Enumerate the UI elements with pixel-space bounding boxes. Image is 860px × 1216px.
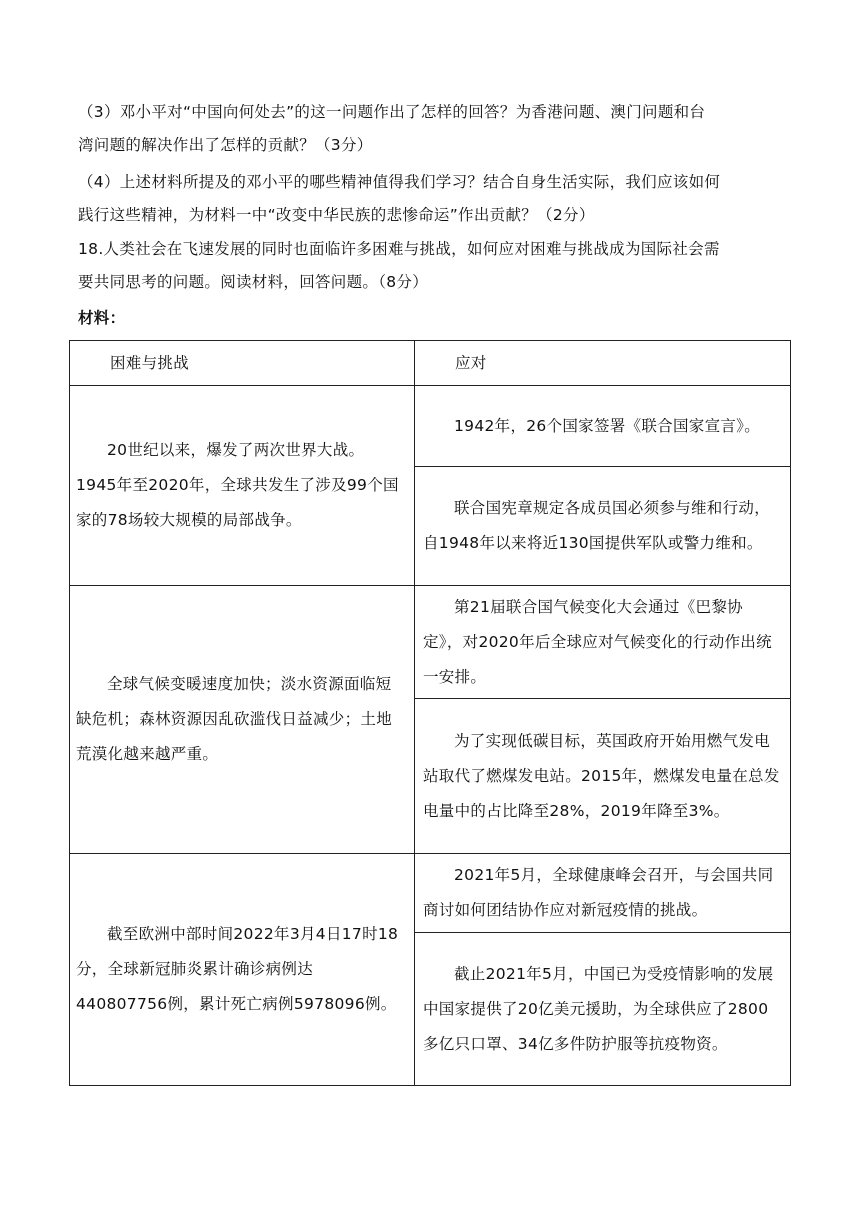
response-uk-low-carbon: 为了实现低碳目标，英国政府开始用燃气发电站取代了燃煤发电站。2015年，燃煤发电量在总发电量中的占比降至28%，2019年降至3%。 xyxy=(415,699,791,854)
question-3-line-2: 湾问题的解决作出了怎样的贡献？（3分） xyxy=(78,136,373,154)
response-peacekeeping: 联合国宪章规定各成员国必须参与维和行动，自1948年以来将近130国提供军队或警力维和。 xyxy=(415,467,791,586)
header-responses: 应对 xyxy=(415,341,791,386)
material-label: 材料： xyxy=(78,309,126,327)
response-china-aid: 截止2021年5月，中国已为受疫情影响的发展中国家提供了20亿美元援助，为全球供应了2800多亿只口罩、34亿多件防护服等抗疫物资。 xyxy=(415,933,791,1086)
question-3 xyxy=(78,96,788,162)
question-18 xyxy=(78,233,788,299)
response-paris-agreement: 第21届联合国气候变化大会通过《巴黎协定》，对2020年后全球应对气候变化的行动作出统一安排。 xyxy=(415,586,791,699)
challenge-covid: 截至欧洲中部时间2022年3月4日17时18分，全球新冠肺炎累计确诊病例达440807756例，累计死亡病例5978096例。 xyxy=(70,854,415,1086)
question-4 xyxy=(78,166,788,232)
question-4-line-1: （4）上述材料所提及的邓小平的哪些精神值得我们学习？结合自身生活实际，我们应该如何 xyxy=(78,173,721,191)
table-header-row xyxy=(70,341,791,386)
table-row xyxy=(70,586,791,699)
challenge-wars: 20世纪以来，爆发了两次世界大战。1945年至2020年，全球共发生了涉及99个国家的78场较大规模的局部战争。 xyxy=(70,386,415,586)
table-row xyxy=(70,386,791,467)
response-un-declaration: 1942年，26个国家签署《联合国家宣言》。 xyxy=(415,386,791,467)
response-health-summit: 2021年5月，全球健康峰会召开，与会国共同商讨如何团结协作应对新冠疫情的挑战。 xyxy=(415,854,791,933)
material-table xyxy=(69,340,791,1086)
question-18-line-2: 要共同思考的问题。阅读材料，回答问题。（8分） xyxy=(78,273,429,291)
question-18-line-1: 18.人类社会在飞速发展的同时也面临许多困难与挑战，如何应对困难与挑战成为国际社会需 xyxy=(78,240,720,258)
header-challenges: 困难与挑战 xyxy=(70,341,415,386)
question-3-line-1: （3）邓小平对“中国向何处去”的这一问题作出了怎样的回答？为香港问题、澳门问题和台 xyxy=(78,103,706,121)
table-row xyxy=(70,854,791,933)
question-4-line-2: 践行这些精神，为材料一中“改变中华民族的悲惨命运”作出贡献？（2分） xyxy=(78,206,595,224)
challenge-environment: 全球气候变暖速度加快；淡水资源面临短缺危机；森林资源因乱砍滥伐日益减少；土地荒漠化越来越严重。 xyxy=(70,586,415,854)
